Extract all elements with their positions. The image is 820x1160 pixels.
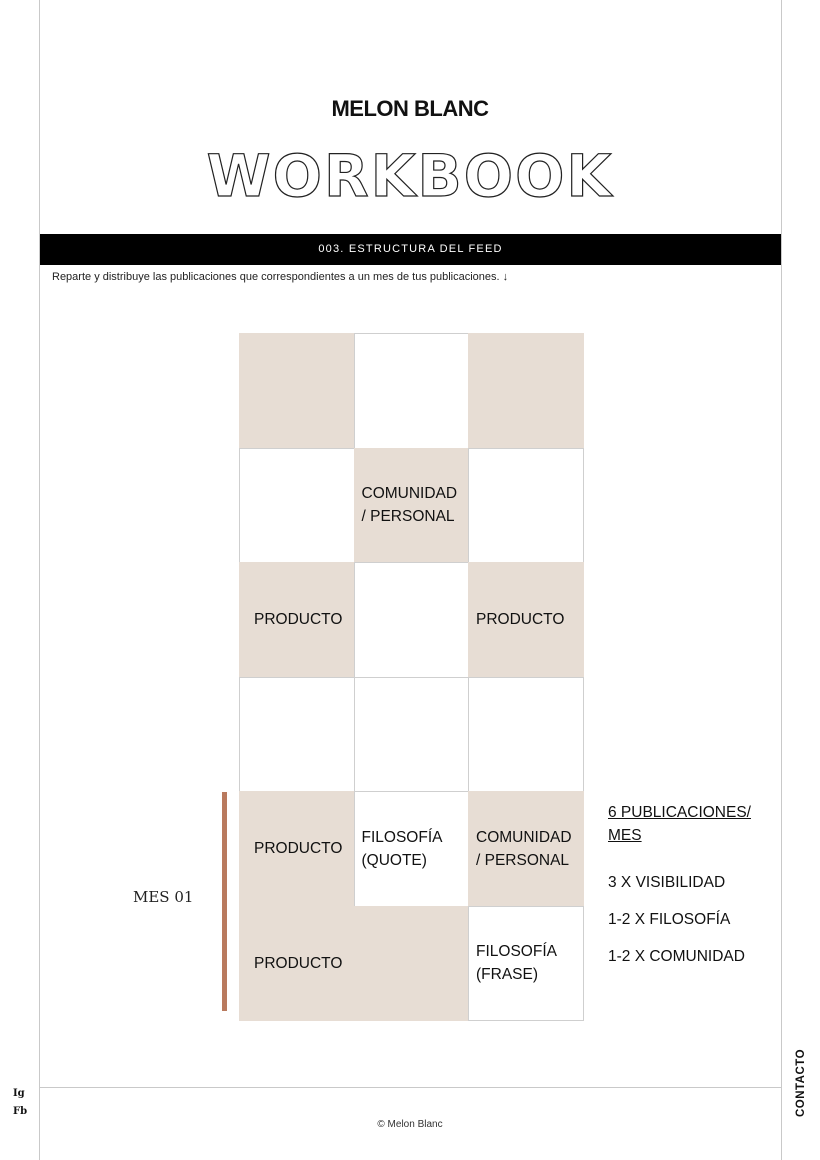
- feed-grid-cell: [239, 448, 355, 564]
- feed-grid-cell: [468, 677, 584, 793]
- feed-grid-cell: [239, 562, 355, 678]
- feed-grid-cell-label: COMUNIDAD / PERSONAL: [361, 485, 458, 526]
- feed-grid-cell: [354, 791, 470, 907]
- feed-grid-cell: [239, 791, 355, 907]
- summary-item: 1-2 X COMUNIDAD: [608, 948, 745, 965]
- summary-item: 1-2 X FILOSOFÍA: [608, 911, 731, 928]
- feed-grid-cell-label: PRODUCTO: [254, 611, 343, 629]
- feed-grid-cell: [239, 333, 355, 449]
- month-bracket-bar: [222, 792, 227, 1011]
- facebook-link[interactable]: Fb: [13, 1106, 28, 1117]
- feed-grid-cell: [354, 677, 470, 793]
- feed-grid-cell: [354, 333, 470, 449]
- footer-divider: [40, 1087, 781, 1088]
- summary-heading: 6 PUBLICACIONES/ MES: [608, 804, 751, 844]
- feed-grid-cell-label: COMUNIDAD / PERSONAL: [476, 828, 572, 869]
- feed-grid-cell: [468, 448, 584, 564]
- instagram-link[interactable]: Ig: [13, 1088, 25, 1099]
- feed-grid-cell-label: PRODUCTO: [254, 840, 343, 858]
- feed-grid-cell: [354, 906, 470, 1022]
- month-label: MES 01: [133, 888, 194, 906]
- instructions-text: Reparte y distribuye las publicaciones que correspondientes a un mes de tus publicaciones. ↓: [52, 271, 509, 283]
- contact-link[interactable]: CONTACTO: [795, 1048, 807, 1118]
- feed-grid-cell: [468, 906, 584, 1022]
- brand-title: MELON BLANC: [331, 96, 489, 121]
- workbook-wordmark: WORKBOOK: [206, 142, 614, 210]
- feed-grid-cell: [239, 677, 355, 793]
- feed-grid-cell: [354, 562, 470, 678]
- feed-grid-cell: [468, 333, 584, 449]
- feed-grid-cell: [354, 448, 470, 564]
- feed-grid-cell-label: FILOSOFÍA (QUOTE): [361, 828, 443, 869]
- section-banner: 003. ESTRUCTURA DEL FEED: [40, 234, 781, 265]
- feed-grid-cell-label: FILOSOFÍA (FRASE): [476, 943, 557, 984]
- summary-item: 3 X VISIBILIDAD: [608, 874, 726, 891]
- footer-copyright: © Melon Blanc: [377, 1119, 443, 1130]
- feed-grid-cell-label: PRODUCTO: [476, 611, 565, 629]
- feed-grid-cell-label: PRODUCTO: [254, 954, 343, 972]
- feed-grid-cell: [239, 906, 355, 1022]
- feed-grid-cell: [468, 791, 584, 907]
- feed-grid-cell: [468, 562, 584, 678]
